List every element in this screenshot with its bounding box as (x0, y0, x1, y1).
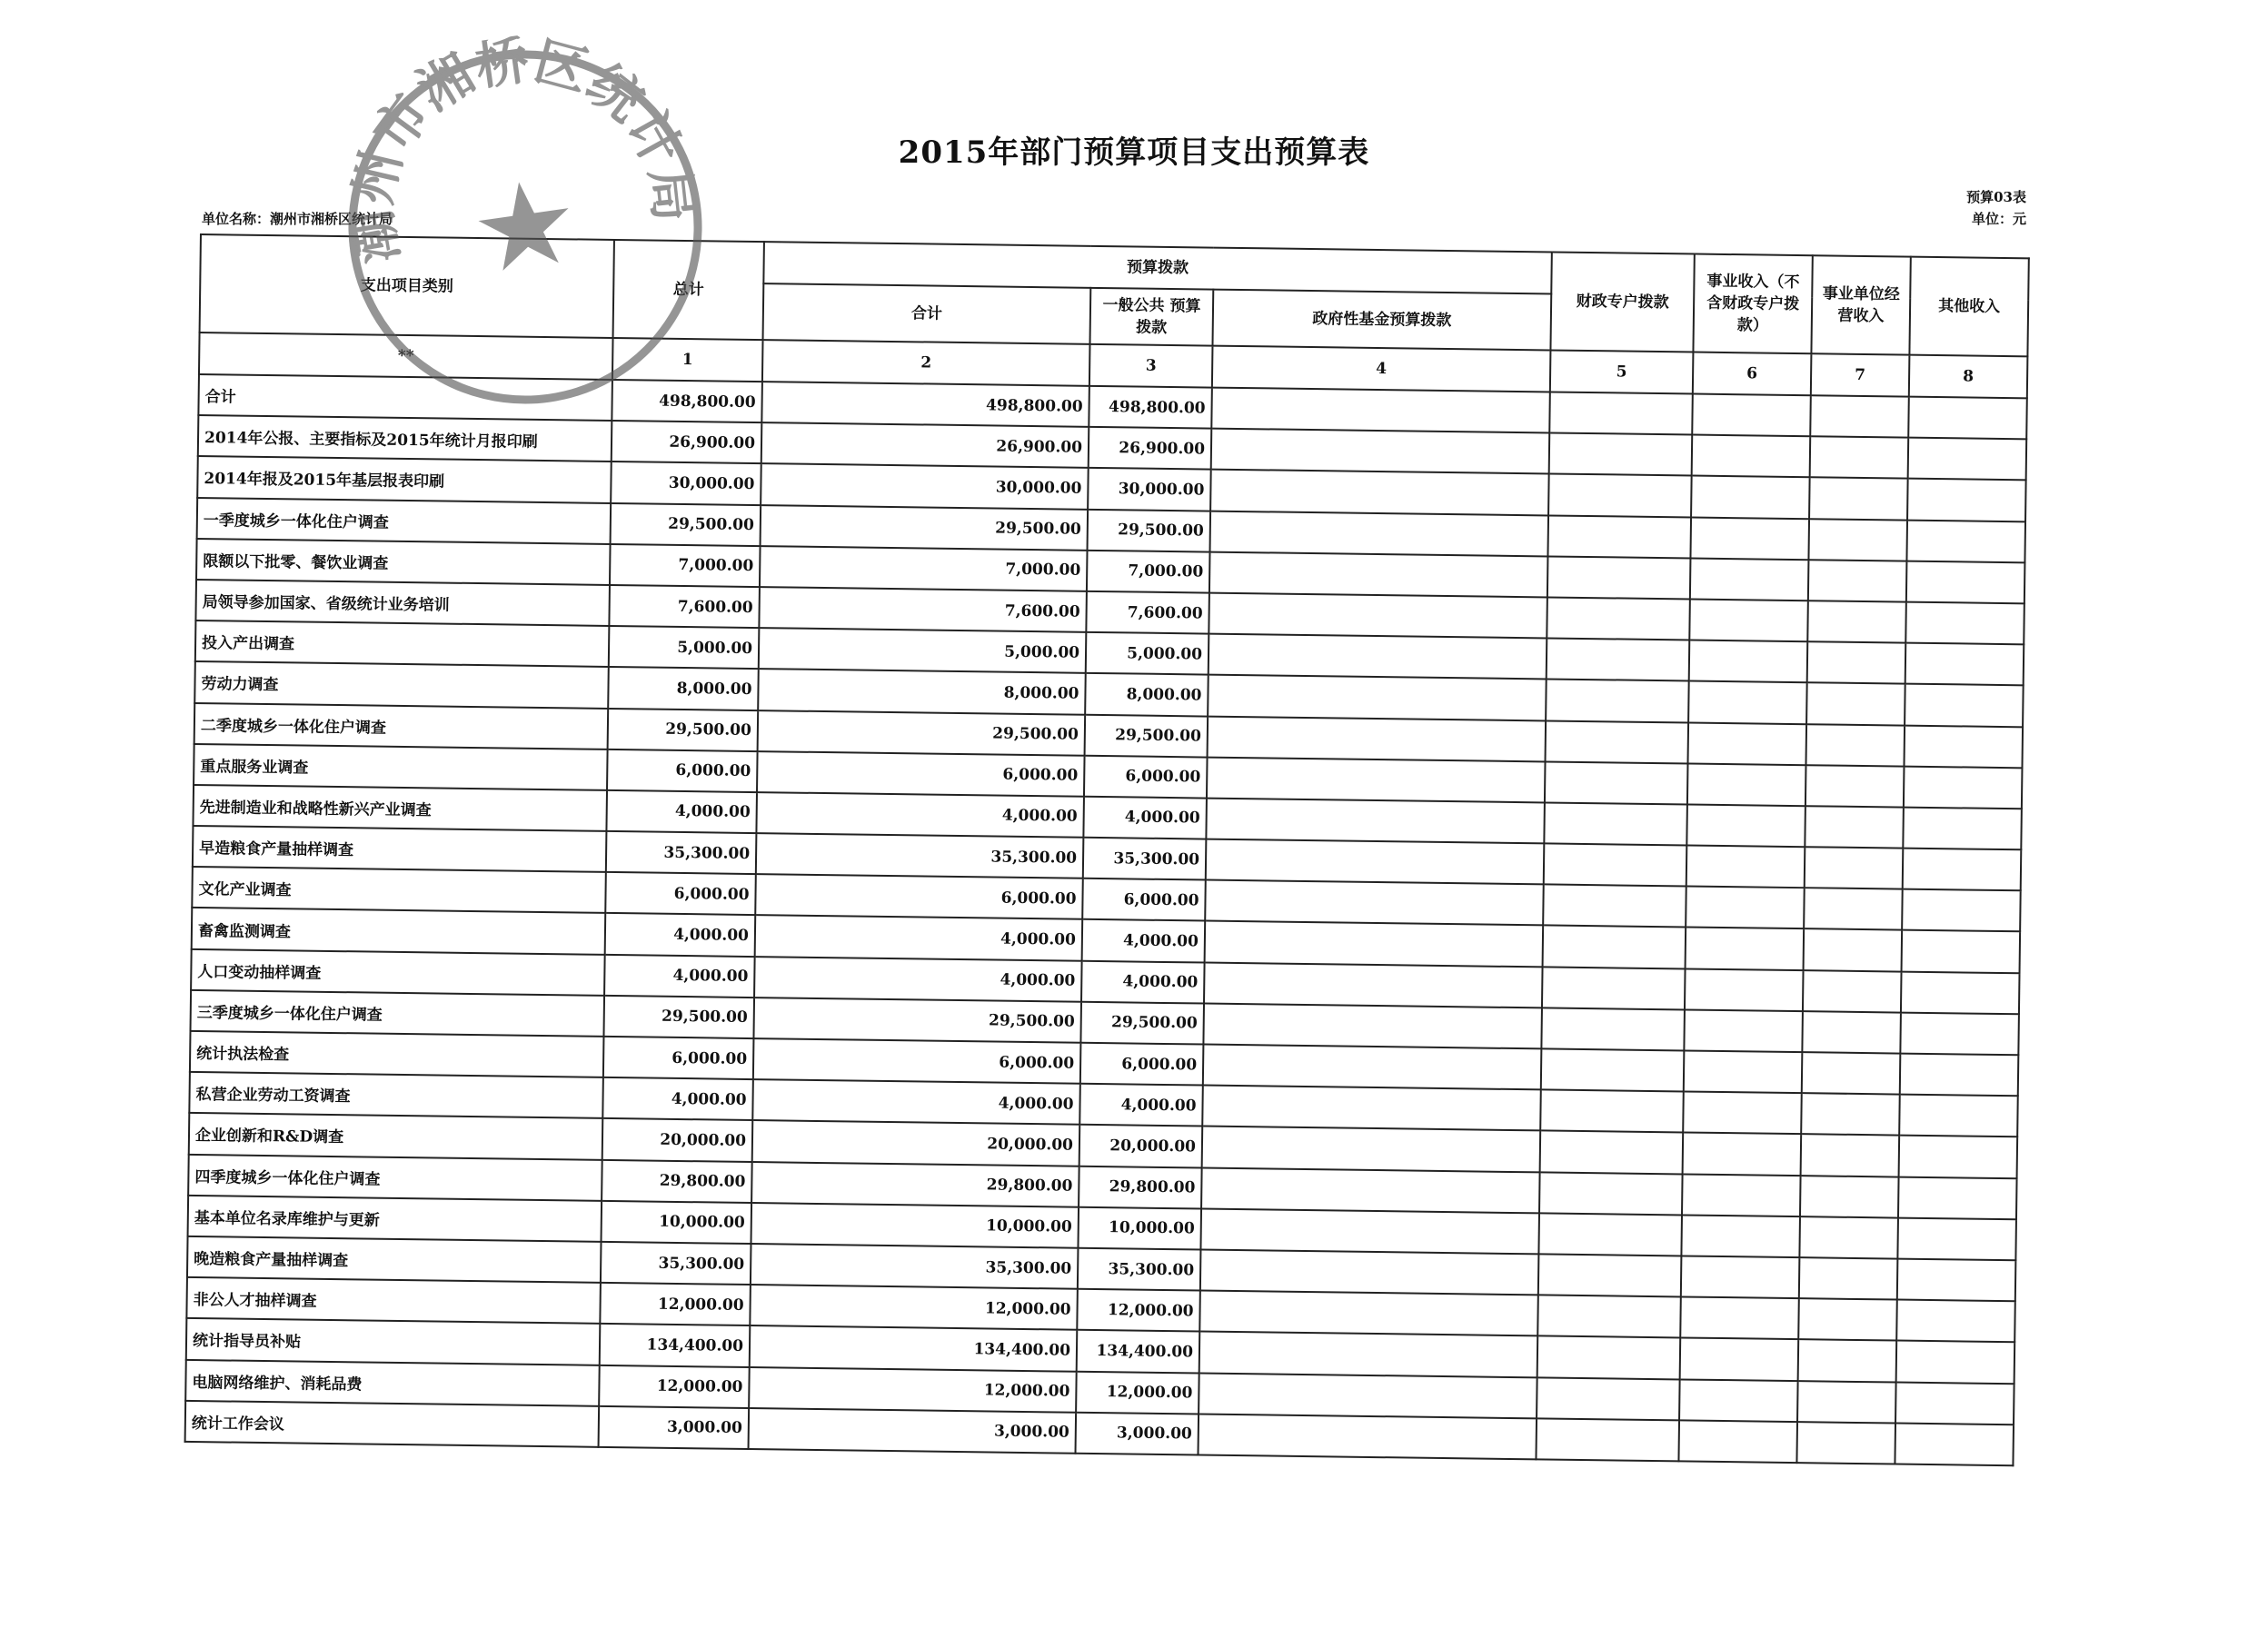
header-other-income: 其他收入 (1909, 257, 2028, 357)
row-gov-fund-cell (1206, 839, 1545, 885)
row-operating-income-cell (1796, 1422, 1895, 1464)
row-fiscal-special-cell (1544, 802, 1687, 845)
row-institution-income-cell (1683, 1133, 1802, 1176)
row-subtotal-cell: 29,500.00 (761, 505, 1089, 551)
row-operating-income-cell (1810, 436, 1909, 479)
row-name-cell: 二季度城乡一体化住户调查 (194, 702, 609, 749)
row-institution-income-cell (1688, 722, 1807, 765)
row-gov-fund-cell (1204, 962, 1543, 1008)
header-gov-fund: 政府性基金预算拨款 (1212, 290, 1551, 351)
row-subtotal-cell: 12,000.00 (750, 1285, 1078, 1330)
row-operating-income-cell (1805, 847, 1904, 889)
row-general-cell: 6,000.00 (1084, 755, 1208, 798)
row-total-cell: 498,800.00 (612, 380, 762, 422)
row-operating-income-cell (1805, 765, 1905, 808)
row-gov-fund-cell (1207, 757, 1546, 802)
row-institution-income-cell (1690, 517, 1809, 560)
index-cell: ** (199, 333, 613, 380)
row-fiscal-special-cell (1543, 885, 1686, 928)
row-subtotal-cell: 29,800.00 (751, 1162, 1079, 1207)
row-institution-income-cell (1686, 804, 1805, 847)
row-subtotal-cell: 6,000.00 (757, 751, 1085, 797)
row-name-cell: 限额以下批零、餐饮业调查 (196, 539, 611, 585)
row-general-cell: 12,000.00 (1076, 1371, 1199, 1414)
row-total-cell: 35,300.00 (606, 831, 757, 874)
row-gov-fund-cell (1198, 1414, 1537, 1459)
row-institution-income-cell (1689, 599, 1808, 641)
header-operating-income: 事业单位经营收入 (1811, 255, 1910, 354)
row-total-cell: 12,000.00 (599, 1365, 750, 1407)
row-name-cell: 投入产出调查 (195, 620, 610, 667)
row-fiscal-special-cell (1542, 967, 1686, 1009)
row-gov-fund-cell (1211, 429, 1550, 474)
index-cell: 7 (1811, 353, 1910, 396)
row-institution-income-cell (1684, 1050, 1803, 1093)
row-operating-income-cell (1805, 806, 1904, 849)
row-name-cell: 三季度城乡一体化住户调查 (191, 990, 605, 1037)
row-operating-income-cell (1799, 1216, 1898, 1259)
row-fiscal-special-cell (1547, 639, 1690, 681)
row-operating-income-cell (1801, 1135, 1900, 1177)
row-gov-fund-cell (1205, 921, 1544, 967)
row-gov-fund-cell (1203, 1045, 1542, 1090)
row-subtotal-cell: 4,000.00 (756, 792, 1084, 838)
row-institution-income-cell (1681, 1256, 1800, 1298)
row-operating-income-cell (1802, 1011, 1901, 1054)
row-subtotal-cell: 30,000.00 (761, 463, 1089, 509)
row-institution-income-cell (1690, 558, 1809, 601)
row-fiscal-special-cell (1549, 433, 1693, 476)
row-institution-income-cell (1686, 887, 1805, 929)
row-other-income-cell (1898, 1176, 2017, 1219)
row-fiscal-special-cell (1545, 761, 1688, 804)
row-general-cell: 8,000.00 (1085, 673, 1209, 716)
row-operating-income-cell (1806, 683, 1905, 726)
row-fiscal-special-cell (1546, 720, 1689, 763)
row-gov-fund-cell (1199, 1332, 1538, 1377)
row-name-cell: 重点服务业调查 (194, 744, 608, 790)
row-institution-income-cell (1683, 1092, 1802, 1135)
row-total-cell: 134,400.00 (600, 1324, 751, 1366)
row-other-income-cell (1900, 1012, 2019, 1055)
row-gov-fund-cell (1201, 1167, 1540, 1213)
index-cell: 8 (1909, 355, 2028, 399)
row-fiscal-special-cell (1547, 556, 1691, 599)
row-gov-fund-cell (1199, 1291, 1538, 1336)
row-general-cell: 134,400.00 (1077, 1330, 1200, 1373)
row-total-cell: 12,000.00 (600, 1283, 751, 1325)
row-fiscal-special-cell (1538, 1254, 1682, 1296)
row-total-cell: 4,000.00 (604, 955, 755, 998)
row-other-income-cell (1902, 930, 2021, 973)
row-total-cell: 35,300.00 (601, 1242, 751, 1285)
row-total-cell: 29,800.00 (602, 1159, 752, 1202)
row-subtotal-cell: 20,000.00 (752, 1120, 1080, 1166)
row-name-cell: 劳动力调查 (194, 661, 609, 708)
row-gov-fund-cell (1203, 1003, 1542, 1048)
row-fiscal-special-cell (1546, 680, 1689, 722)
index-cell: 5 (1550, 350, 1694, 393)
row-institution-income-cell (1692, 435, 1811, 478)
row-name-cell: 人口变动抽样调查 (191, 949, 605, 996)
row-other-income-cell (1901, 971, 2020, 1014)
row-name-cell: 统计指导员补贴 (186, 1318, 601, 1365)
row-total-cell: 7,600.00 (609, 585, 760, 628)
page-title: 2015年部门预算项目支出预算表 (898, 134, 1370, 171)
header-total: 总计 (613, 240, 764, 340)
row-other-income-cell (1900, 1054, 2019, 1097)
index-cell: 3 (1089, 344, 1213, 388)
index-cell: 2 (762, 340, 1090, 386)
row-total-cell: 26,900.00 (612, 421, 762, 463)
row-operating-income-cell (1810, 395, 1909, 438)
row-fiscal-special-cell (1537, 1336, 1681, 1379)
row-other-income-cell (1903, 807, 2022, 849)
row-institution-income-cell (1691, 476, 1810, 519)
row-gov-fund-cell (1202, 1086, 1541, 1131)
row-gov-fund-cell (1210, 511, 1549, 556)
row-name-cell: 先进制造业和战略性新兴产业调查 (193, 785, 607, 831)
row-name-cell: 统计执法检查 (190, 1031, 604, 1077)
row-subtotal-cell: 134,400.00 (750, 1325, 1078, 1371)
row-total-cell: 10,000.00 (602, 1201, 752, 1244)
row-total-cell: 6,000.00 (603, 1037, 754, 1079)
row-general-cell: 29,500.00 (1085, 714, 1209, 757)
row-fiscal-special-cell (1538, 1213, 1682, 1256)
row-other-income-cell (1896, 1300, 2015, 1343)
row-subtotal-cell: 7,000.00 (760, 546, 1088, 591)
row-other-income-cell (1905, 602, 2024, 645)
row-name-cell: 局领导参加国家、省级统计业务培训 (195, 580, 610, 626)
row-general-cell: 7,000.00 (1087, 551, 1210, 593)
row-name-cell: 电脑网络维护、消耗品费 (185, 1359, 600, 1405)
row-fiscal-special-cell (1537, 1377, 1680, 1420)
row-fiscal-special-cell (1547, 597, 1690, 640)
row-fiscal-special-cell (1544, 843, 1687, 886)
row-total-cell: 5,000.00 (609, 626, 760, 669)
row-subtotal-cell: 498,800.00 (761, 382, 1089, 427)
row-subtotal-cell: 4,000.00 (752, 1079, 1080, 1125)
row-general-cell: 29,500.00 (1080, 1002, 1204, 1045)
row-institution-income-cell (1686, 928, 1805, 970)
row-total-cell: 4,000.00 (602, 1077, 753, 1120)
row-institution-income-cell (1688, 681, 1807, 724)
row-general-cell: 4,000.00 (1081, 960, 1205, 1003)
row-subtotal-cell: 35,300.00 (751, 1244, 1079, 1289)
header-fiscal-special: 财政专户拨款 (1550, 252, 1694, 352)
row-total-cell: 30,000.00 (611, 462, 761, 504)
row-subtotal-cell: 5,000.00 (759, 628, 1087, 673)
row-other-income-cell (1904, 766, 2023, 809)
row-subtotal-cell: 6,000.00 (753, 1038, 1081, 1084)
row-other-income-cell (1907, 479, 2026, 521)
row-other-income-cell (1899, 1136, 2018, 1178)
row-general-cell: 498,800.00 (1089, 386, 1212, 429)
row-subtotal-cell: 29,500.00 (758, 710, 1086, 756)
row-institution-income-cell (1681, 1215, 1800, 1257)
row-total-cell: 4,000.00 (605, 913, 756, 956)
row-name-cell: 文化产业调查 (192, 867, 606, 913)
row-subtotal-cell: 12,000.00 (749, 1367, 1077, 1413)
row-general-cell: 20,000.00 (1079, 1125, 1203, 1167)
row-general-cell: 4,000.00 (1083, 797, 1207, 839)
row-gov-fund-cell (1199, 1373, 1537, 1418)
row-gov-fund-cell (1210, 470, 1549, 515)
row-general-cell: 29,500.00 (1088, 509, 1211, 551)
row-fiscal-special-cell (1540, 1131, 1684, 1174)
row-operating-income-cell (1800, 1176, 1899, 1218)
header-institution-income: 事业收入（不含财政专户拨款） (1693, 254, 1812, 354)
row-general-cell: 6,000.00 (1080, 1043, 1204, 1086)
row-operating-income-cell (1807, 641, 1906, 684)
row-gov-fund-cell (1200, 1249, 1539, 1295)
row-name-cell: 非公人才抽样调查 (186, 1277, 601, 1324)
row-gov-fund-cell (1208, 675, 1547, 720)
row-fiscal-special-cell (1541, 1048, 1685, 1091)
row-institution-income-cell (1680, 1297, 1799, 1340)
row-general-cell: 29,800.00 (1079, 1166, 1202, 1208)
row-institution-income-cell (1678, 1420, 1797, 1463)
header-general-public: 一般公共 预算拨款 (1089, 288, 1213, 346)
row-general-cell: 26,900.00 (1089, 427, 1212, 470)
row-subtotal-cell: 26,900.00 (761, 422, 1089, 468)
row-other-income-cell (1905, 643, 2024, 686)
row-institution-income-cell (1684, 1009, 1803, 1052)
row-institution-income-cell (1679, 1379, 1798, 1422)
row-institution-income-cell (1692, 394, 1811, 437)
row-subtotal-cell: 4,000.00 (755, 916, 1083, 961)
row-gov-fund-cell (1209, 593, 1547, 639)
row-total-cell: 8,000.00 (608, 667, 759, 710)
row-subtotal-cell: 7,600.00 (759, 587, 1087, 632)
row-fiscal-special-cell (1541, 1008, 1685, 1050)
row-other-income-cell (1908, 438, 2027, 481)
row-operating-income-cell (1808, 519, 1907, 561)
row-gov-fund-cell (1206, 798, 1545, 843)
row-gov-fund-cell (1202, 1127, 1541, 1172)
row-fiscal-special-cell (1548, 474, 1692, 517)
index-cell: 4 (1212, 346, 1551, 392)
row-fiscal-special-cell (1549, 392, 1693, 434)
row-gov-fund-cell (1209, 551, 1548, 597)
row-gov-fund-cell (1211, 388, 1550, 433)
row-gov-fund-cell (1209, 634, 1547, 680)
row-operating-income-cell (1798, 1339, 1897, 1382)
row-general-cell: 30,000.00 (1088, 468, 1211, 511)
row-general-cell: 35,300.00 (1083, 838, 1207, 880)
row-institution-income-cell (1687, 763, 1806, 806)
row-name-cell: 私营企业劳动工资调查 (189, 1072, 603, 1118)
table-body (185, 374, 2027, 1465)
header-category: 支出项目类别 (200, 234, 614, 338)
row-subtotal-cell: 35,300.00 (756, 833, 1084, 879)
row-general-cell: 6,000.00 (1082, 879, 1206, 921)
row-operating-income-cell (1809, 478, 1908, 521)
row-institution-income-cell (1689, 640, 1808, 683)
row-total-cell: 29,500.00 (611, 503, 761, 546)
row-total-cell: 29,500.00 (608, 708, 759, 750)
row-total-cell: 6,000.00 (605, 872, 756, 915)
row-gov-fund-cell (1200, 1208, 1539, 1254)
header-budget-alloc: 预算拨款 (763, 242, 1552, 293)
row-operating-income-cell (1802, 1052, 1901, 1095)
row-name-cell: 合计 (198, 374, 612, 421)
row-operating-income-cell (1808, 560, 1907, 602)
row-other-income-cell (1897, 1217, 2016, 1260)
row-name-cell: 2014年公报、主要指标及2015年统计月报印刷 (198, 415, 612, 462)
row-general-cell: 10,000.00 (1078, 1207, 1201, 1250)
form-meta (1966, 186, 2026, 230)
row-other-income-cell (1908, 397, 2027, 440)
row-operating-income-cell (1798, 1298, 1897, 1341)
row-operating-income-cell (1806, 724, 1905, 767)
row-total-cell: 7,000.00 (610, 544, 761, 587)
row-name-cell: 基本单位名录库维护与更新 (188, 1196, 602, 1242)
row-general-cell: 4,000.00 (1079, 1084, 1203, 1127)
svg-text:潮州市湘桥区统计局: 潮州市湘桥区统计局 (340, 28, 706, 268)
row-total-cell: 20,000.00 (602, 1118, 753, 1161)
row-operating-income-cell (1804, 929, 1903, 972)
row-total-cell: 4,000.00 (606, 790, 757, 833)
row-other-income-cell (1895, 1382, 2014, 1424)
row-fiscal-special-cell (1543, 926, 1686, 968)
row-name-cell: 一季度城乡一体化住户调查 (197, 498, 612, 544)
row-subtotal-cell: 10,000.00 (751, 1203, 1079, 1248)
row-name-cell: 畜禽监测调查 (192, 908, 606, 954)
row-gov-fund-cell (1208, 716, 1547, 761)
row-operating-income-cell (1807, 601, 1906, 643)
row-name-cell: 晚造粮食产量抽样调查 (187, 1236, 602, 1283)
budget-table (184, 233, 2030, 1466)
index-cell: 6 (1693, 352, 1812, 396)
row-subtotal-cell: 4,000.00 (754, 957, 1082, 1002)
row-other-income-cell (1906, 520, 2025, 562)
row-general-cell: 12,000.00 (1077, 1289, 1200, 1332)
header-subtotal: 合计 (763, 283, 1091, 344)
row-other-income-cell (1902, 889, 2021, 932)
row-other-income-cell (1899, 1095, 2018, 1137)
row-fiscal-special-cell (1540, 1090, 1684, 1133)
row-fiscal-special-cell (1547, 515, 1691, 558)
row-other-income-cell (1896, 1341, 2015, 1384)
row-institution-income-cell (1685, 968, 1804, 1011)
unit-name: 单位名称：潮州市湘桥区统计局 (202, 211, 393, 227)
row-other-income-cell (1906, 561, 2025, 603)
row-fiscal-special-cell (1539, 1172, 1683, 1215)
row-subtotal-cell: 29,500.00 (753, 998, 1081, 1043)
row-institution-income-cell (1686, 846, 1805, 888)
row-operating-income-cell (1799, 1257, 1898, 1300)
row-general-cell: 7,600.00 (1086, 591, 1209, 634)
row-subtotal-cell: 6,000.00 (755, 874, 1083, 919)
row-total-cell: 3,000.00 (599, 1406, 750, 1449)
row-subtotal-cell: 8,000.00 (758, 669, 1086, 714)
row-other-income-cell (1895, 1423, 2014, 1465)
row-total-cell: 29,500.00 (603, 996, 754, 1038)
row-operating-income-cell (1803, 970, 1902, 1013)
row-gov-fund-cell (1205, 880, 1544, 926)
row-general-cell: 35,300.00 (1078, 1248, 1201, 1291)
row-name-cell: 早造粮食产量抽样调查 (193, 826, 607, 872)
row-name-cell: 统计工作会议 (185, 1401, 600, 1447)
row-institution-income-cell (1682, 1174, 1801, 1216)
row-name-cell: 企业创新和R&D调查 (189, 1113, 603, 1159)
row-operating-income-cell (1801, 1093, 1900, 1136)
row-name-cell: 2014年报及2015年基层报表印刷 (197, 456, 612, 502)
row-other-income-cell (1905, 725, 2024, 768)
row-fiscal-special-cell (1536, 1418, 1679, 1461)
row-total-cell: 6,000.00 (607, 749, 758, 792)
row-general-cell: 3,000.00 (1076, 1412, 1199, 1454)
row-general-cell: 4,000.00 (1082, 919, 1206, 962)
row-operating-income-cell (1804, 888, 1903, 930)
row-fiscal-special-cell (1537, 1295, 1681, 1338)
index-cell: 1 (612, 338, 763, 382)
row-general-cell: 5,000.00 (1086, 632, 1209, 675)
row-operating-income-cell (1797, 1381, 1896, 1424)
row-other-income-cell (1905, 684, 2024, 727)
currency-unit: 单位：元 (1971, 211, 2026, 227)
row-name-cell: 四季度城乡一体化住户调查 (188, 1154, 602, 1200)
row-subtotal-cell: 3,000.00 (749, 1408, 1077, 1454)
row-institution-income-cell (1680, 1338, 1799, 1381)
form-number: 预算03表 (1966, 189, 2026, 205)
row-other-income-cell (1897, 1258, 2016, 1301)
row-other-income-cell (1903, 849, 2022, 891)
